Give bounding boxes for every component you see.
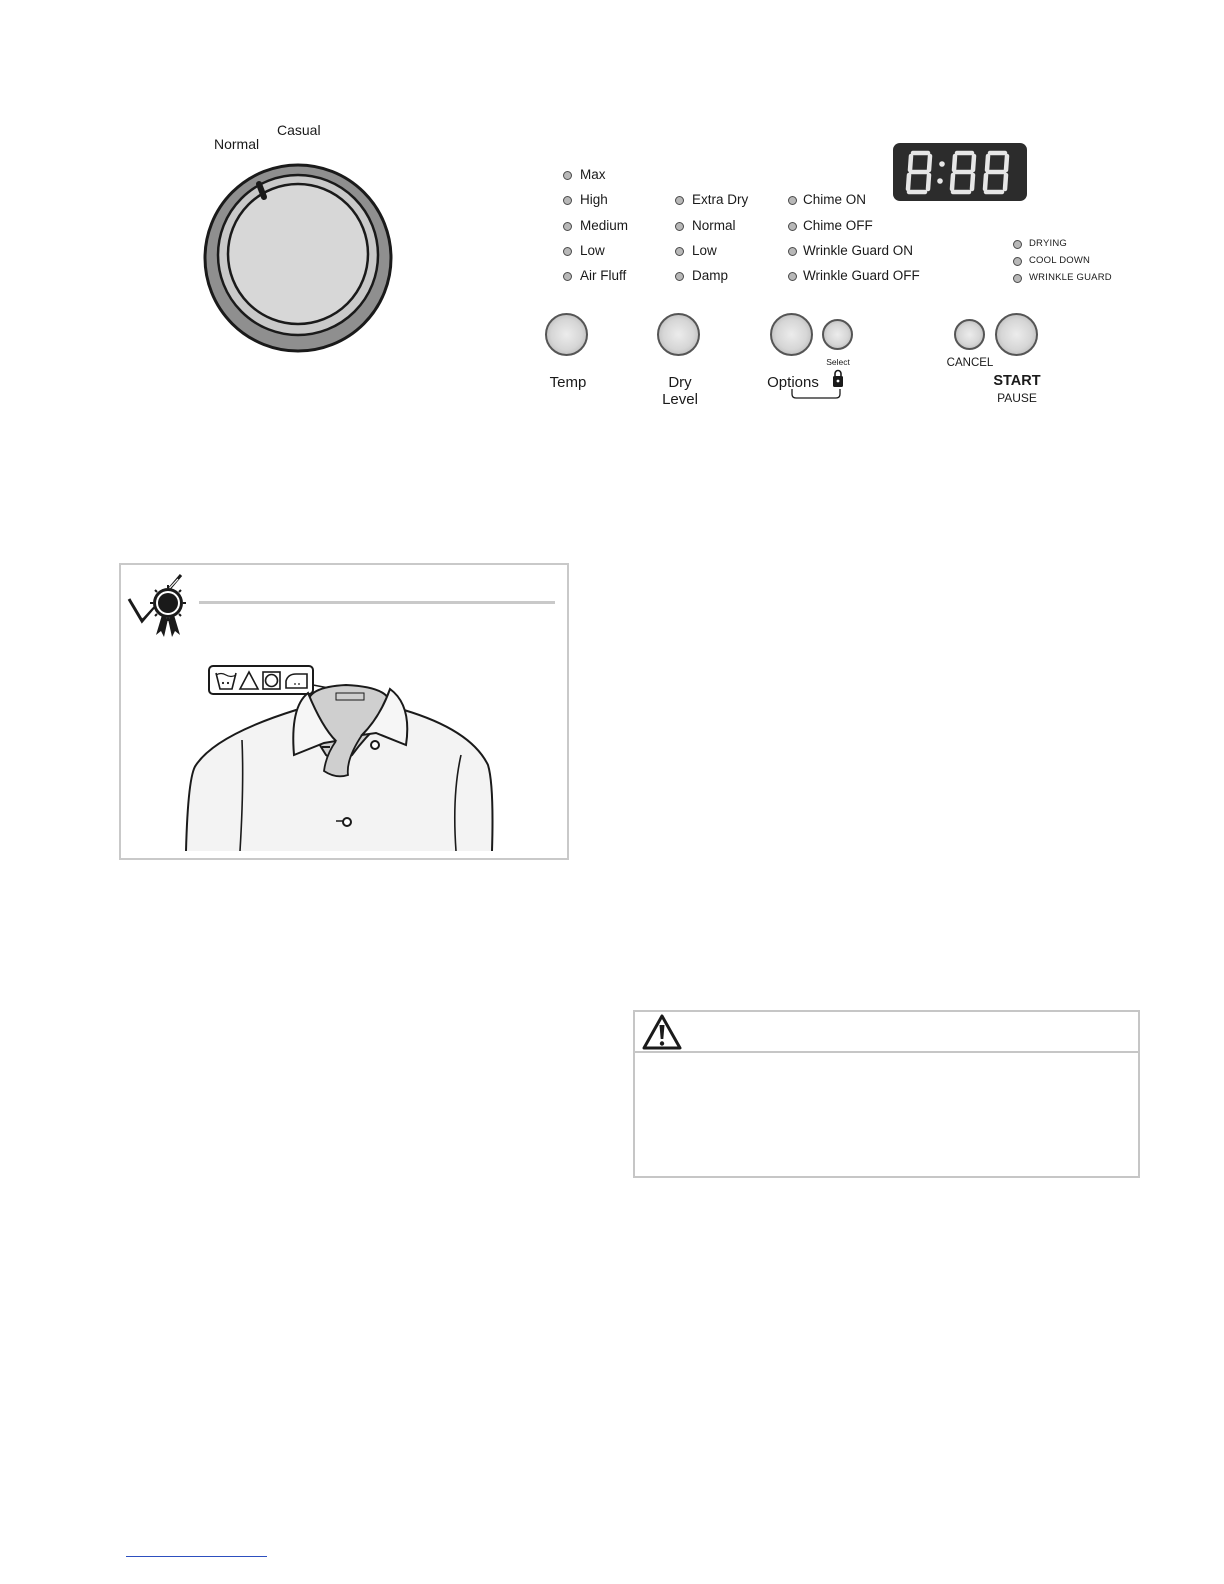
footer-link-underline[interactable] bbox=[126, 1556, 267, 1557]
led-icon bbox=[563, 222, 572, 231]
led-icon bbox=[788, 222, 797, 231]
cancel-button-label: CANCEL bbox=[946, 357, 994, 369]
options-select-bracket bbox=[790, 388, 842, 400]
dry-level-label-line1: Dry bbox=[668, 374, 692, 391]
led-icon bbox=[1013, 274, 1022, 283]
led-icon bbox=[563, 247, 572, 256]
dry-option-extra-dry: Extra Dry bbox=[692, 192, 749, 207]
care-label-icon bbox=[209, 666, 334, 694]
tip-award-icon bbox=[126, 569, 190, 641]
dry-option-normal: Normal bbox=[692, 218, 736, 233]
dry-level-button[interactable] bbox=[657, 313, 700, 356]
tip-header-rule bbox=[199, 601, 555, 604]
select-label: Select bbox=[826, 357, 850, 367]
cancel-button[interactable] bbox=[954, 319, 985, 350]
status-drying: DRYING bbox=[1029, 238, 1067, 249]
warning-box bbox=[633, 1010, 1140, 1178]
options-button-label: Options bbox=[767, 374, 819, 391]
led-icon bbox=[1013, 257, 1022, 266]
pause-label: PAUSE bbox=[997, 391, 1037, 405]
warning-header bbox=[635, 1012, 1138, 1053]
temp-button[interactable] bbox=[545, 313, 588, 356]
options-button[interactable] bbox=[770, 313, 813, 356]
temp-option-max: Max bbox=[580, 167, 606, 182]
temp-option-medium: Medium bbox=[580, 218, 629, 233]
select-button[interactable] bbox=[822, 319, 853, 350]
dial-label-normal: Normal bbox=[214, 136, 260, 152]
led-icon bbox=[675, 196, 684, 205]
start-label: START bbox=[993, 373, 1041, 389]
option-wrinkle-guard-on: Wrinkle Guard ON bbox=[803, 243, 914, 258]
led-icon bbox=[675, 222, 684, 231]
led-icon bbox=[788, 247, 797, 256]
led-icon bbox=[788, 272, 797, 281]
led-icon bbox=[788, 196, 797, 205]
dry-option-damp: Damp bbox=[692, 268, 729, 283]
option-chime-on: Chime ON bbox=[803, 192, 867, 207]
warning-triangle-icon bbox=[641, 1013, 683, 1051]
care-label-tip-box bbox=[119, 563, 569, 860]
cycle-selector-dial[interactable] bbox=[200, 162, 396, 354]
lock-icon bbox=[832, 369, 844, 389]
option-wrinkle-guard-off: Wrinkle Guard OFF bbox=[803, 268, 920, 283]
temp-option-high: High bbox=[580, 192, 608, 207]
dry-option-low: Low bbox=[692, 243, 717, 258]
option-chime-off: Chime OFF bbox=[803, 218, 873, 233]
temp-option-low: Low bbox=[580, 243, 605, 258]
dry-level-label-line2: Level bbox=[662, 391, 698, 408]
status-cool-down: COOL DOWN bbox=[1029, 255, 1091, 266]
temp-option-air-fluff: Air Fluff bbox=[580, 268, 627, 283]
led-icon bbox=[675, 272, 684, 281]
dial-label-casual: Casual bbox=[277, 122, 321, 138]
start-pause-button[interactable] bbox=[995, 313, 1038, 356]
shirt-care-label-illustration bbox=[176, 655, 506, 855]
led-icon bbox=[1013, 240, 1022, 249]
led-icon bbox=[563, 272, 572, 281]
led-icon bbox=[563, 171, 572, 180]
time-display bbox=[893, 143, 1027, 201]
seven-segment-readout bbox=[893, 143, 1027, 201]
status-wrinkle-guard: WRINKLE GUARD bbox=[1029, 272, 1112, 283]
led-icon bbox=[563, 196, 572, 205]
temp-button-label: Temp bbox=[549, 374, 587, 391]
led-icon bbox=[675, 247, 684, 256]
